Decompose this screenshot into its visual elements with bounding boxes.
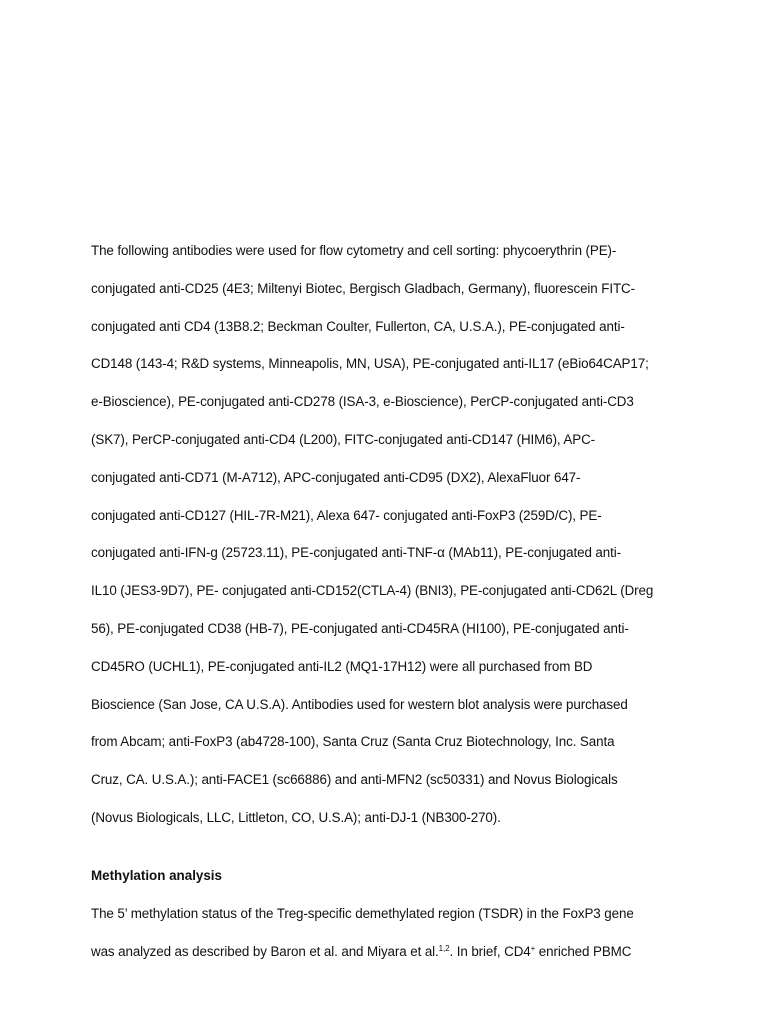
paragraph-line: (Novus Biologicals, LLC, Littleton, CO, U.S.A); anti-DJ-1 (NB300-270). (91, 809, 501, 825)
paragraph-line: CD148 (143-4; R&D systems, Minneapolis, MN, USA), PE-conjugated anti-IL17 (eBio64CAP17; (91, 356, 649, 372)
paragraph-line: Bioscience (San Jose, CA U.S.A). Antibodies used for western blot analysis were purchased (91, 696, 628, 712)
paragraph-line: CD45RO (UCHL1), PE-conjugated anti-IL2 (MQ1-17H12) were all purchased from BD (91, 658, 593, 674)
paragraph-line: Cruz, CA. U.S.A.); anti-FACE1 (sc66886) and anti-MFN2 (sc50331) and Novus Biologicals (91, 772, 618, 788)
section-heading-methylation: Methylation analysis (91, 868, 222, 883)
paragraph-line: conjugated anti-CD25 (4E3; Miltenyi Biotec, Bergisch Gladbach, Germany), fluorescein FITC- (91, 280, 635, 296)
text-run: enriched PBMC (535, 943, 632, 959)
paragraph-line: conjugated anti-CD127 (HIL-7R-M21), Alexa 647- conjugated anti-FoxP3 (259D/C), PE- (91, 507, 602, 523)
citation-superscript: 1,2 (438, 943, 450, 953)
paragraph-line: e-Bioscience), PE-conjugated anti-CD278 (ISA-3, e-Bioscience), PerCP-conjugated anti-CD3 (91, 394, 634, 410)
methylation-paragraph (91, 904, 691, 980)
paragraph-line: conjugated anti-IFN-g (25723.11), PE-conjugated anti-TNF-α (MAb11), PE-conjugated anti- (91, 545, 621, 561)
superscript-plus: + (530, 943, 536, 953)
paragraph-line: (SK7), PerCP-conjugated anti-CD4 (L200), FITC-conjugated anti-CD147 (HIM6), APC- (91, 431, 596, 447)
text-run: was analyzed as described by Baron et al. and Miyara et al. (91, 943, 439, 959)
paragraph-line: The following antibodies were used for flow cytometry and cell sorting: phycoerythrin (PE)- (91, 243, 617, 258)
paragraph-line: conjugated anti CD4 (13B8.2; Beckman Coulter, Fullerton, CA, U.S.A.), PE-conjugated anti- (91, 318, 625, 334)
antibodies-paragraph (91, 241, 691, 846)
paragraph-line: The 5’ methylation status of the Treg-specific demethylated region (TSDR) in the FoxP3 gene (91, 906, 634, 921)
text-run: . In brief, CD4 (449, 943, 531, 959)
paragraph-line: from Abcam; anti-FoxP3 (ab4728-100), Santa Cruz (Santa Cruz Biotechnology, Inc. Santa (91, 734, 615, 750)
paragraph-line (91, 942, 691, 980)
paragraph-line: IL10 (JES3-9D7), PE- conjugated anti-CD152(CTLA-4) (BNI3), PE-conjugated anti-CD62L (Dreg (91, 583, 654, 599)
paragraph-line: conjugated anti-CD71 (M-A712), APC-conjugated anti-CD95 (DX2), AlexaFluor 647- (91, 469, 581, 485)
paragraph-line: 56), PE-conjugated CD38 (HB-7), PE-conjugated anti-CD45RA (HI100), PE-conjugated anti- (91, 620, 629, 636)
